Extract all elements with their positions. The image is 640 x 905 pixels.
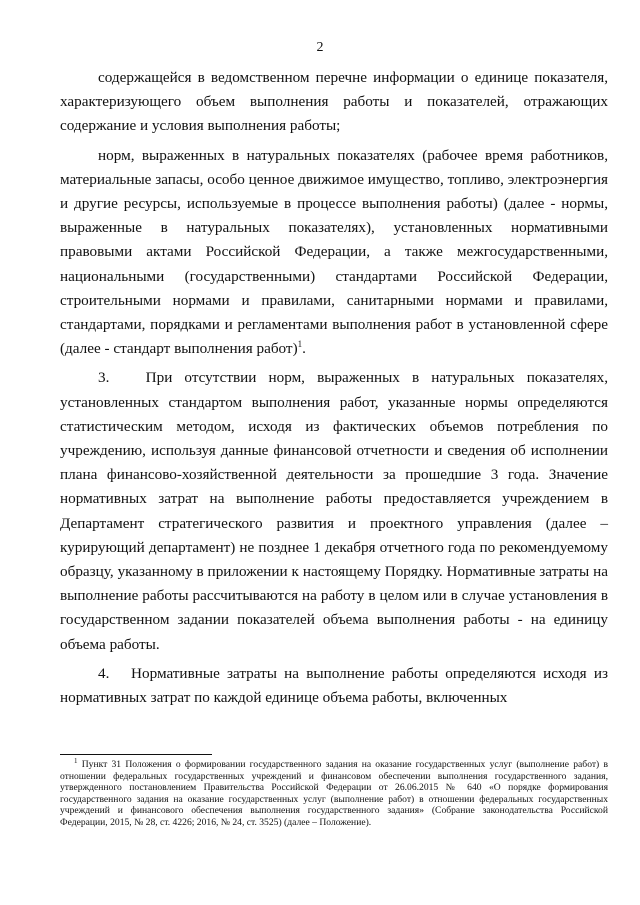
paragraph-text: 3. При отсутствии норм, выраженных в натуральных показателях, установленных стандартом выполнения работ, указанные нормы определяются статистическим методом, исходя из фактических объемов потребления по учреждению, используя данные финансовой отчетности и сведения об исполнении плана финансово-хозяйственной деятельности за прошедшие 3 года. Значение нормативных затрат на выполнение работы предоставляется учреждением в Департамент стратегического развития и проектного управления (далее – курирующий департамент) не позднее 1 декабря отчетного года по рекомендуемому образцу, указанному в приложении к настоящему Порядку. Нормативные затраты на выполнение работы рассчитываются на работу в целом или в случае установления в государственном задании показателей объема выполнения работы - на единицу объема работы. (60, 369, 608, 653)
paragraph-text: норм, выраженных в натуральных показателях (рабочее время работников, материальные запасы, особо ценное движимое имущество, топливо, электроэнергия и другие ресурсы, используемые в процессе выполнения работы) (далее - нормы, выраженные в натуральных показателях), установленных нормативными правовыми актами Российской Федерации, а также межгосударственными, национальными (государственными) стандартами Российской Федерации, строительными нормами и правилами, санитарными нормами и правилами, стандартами, порядками и регламентами выполнения работ в установленной сфере (далее - стандарт выполнения работ) (60, 146, 608, 358)
footnote-text: Пункт 31 Положения о формировании государственного задания на оказание государственных услуг (выполнение работ) в отношении федеральных государственных учреждений и финансовом обеспечении выполнения государственного задания, утвержденного постановлением Правительства Российской Федерации от 26.06.2015 № 640 «О порядке формирования государственного задания на оказание государственных услуг (выполнение работ) в отношении федеральных государственных учреждений и финансового обеспечения выполнения государственного задания» (Собрание законодательства Российской Федерации, 2015, № 28, ст. 4226; 2016, № 24, ст. 3525) (далее – Положение). (60, 759, 608, 828)
paragraph-text: 4. Нормативные затраты на выполнение работы определяются исходя из нормативных затрат по каждой единице объема работы, включенных (60, 664, 608, 707)
document-body (60, 66, 608, 715)
paragraph-end: . (302, 340, 306, 358)
footnote-divider (60, 754, 212, 755)
paragraph-item-4 (60, 662, 608, 710)
footnote-marker: 1 (74, 756, 78, 765)
paragraph-continuation (60, 66, 608, 139)
page-number: 2 (316, 40, 324, 55)
paragraph-text: содержащейся в ведомственном перечне информации о единице показателя, характеризующего объем выполнения работы и показателей, отражающих содержание и условия выполнения работы; (60, 69, 608, 135)
footnote-reference[interactable]: 1 (297, 339, 303, 350)
paragraph-item-3 (60, 366, 608, 656)
paragraph-norms (60, 144, 608, 362)
footnote (60, 756, 608, 829)
